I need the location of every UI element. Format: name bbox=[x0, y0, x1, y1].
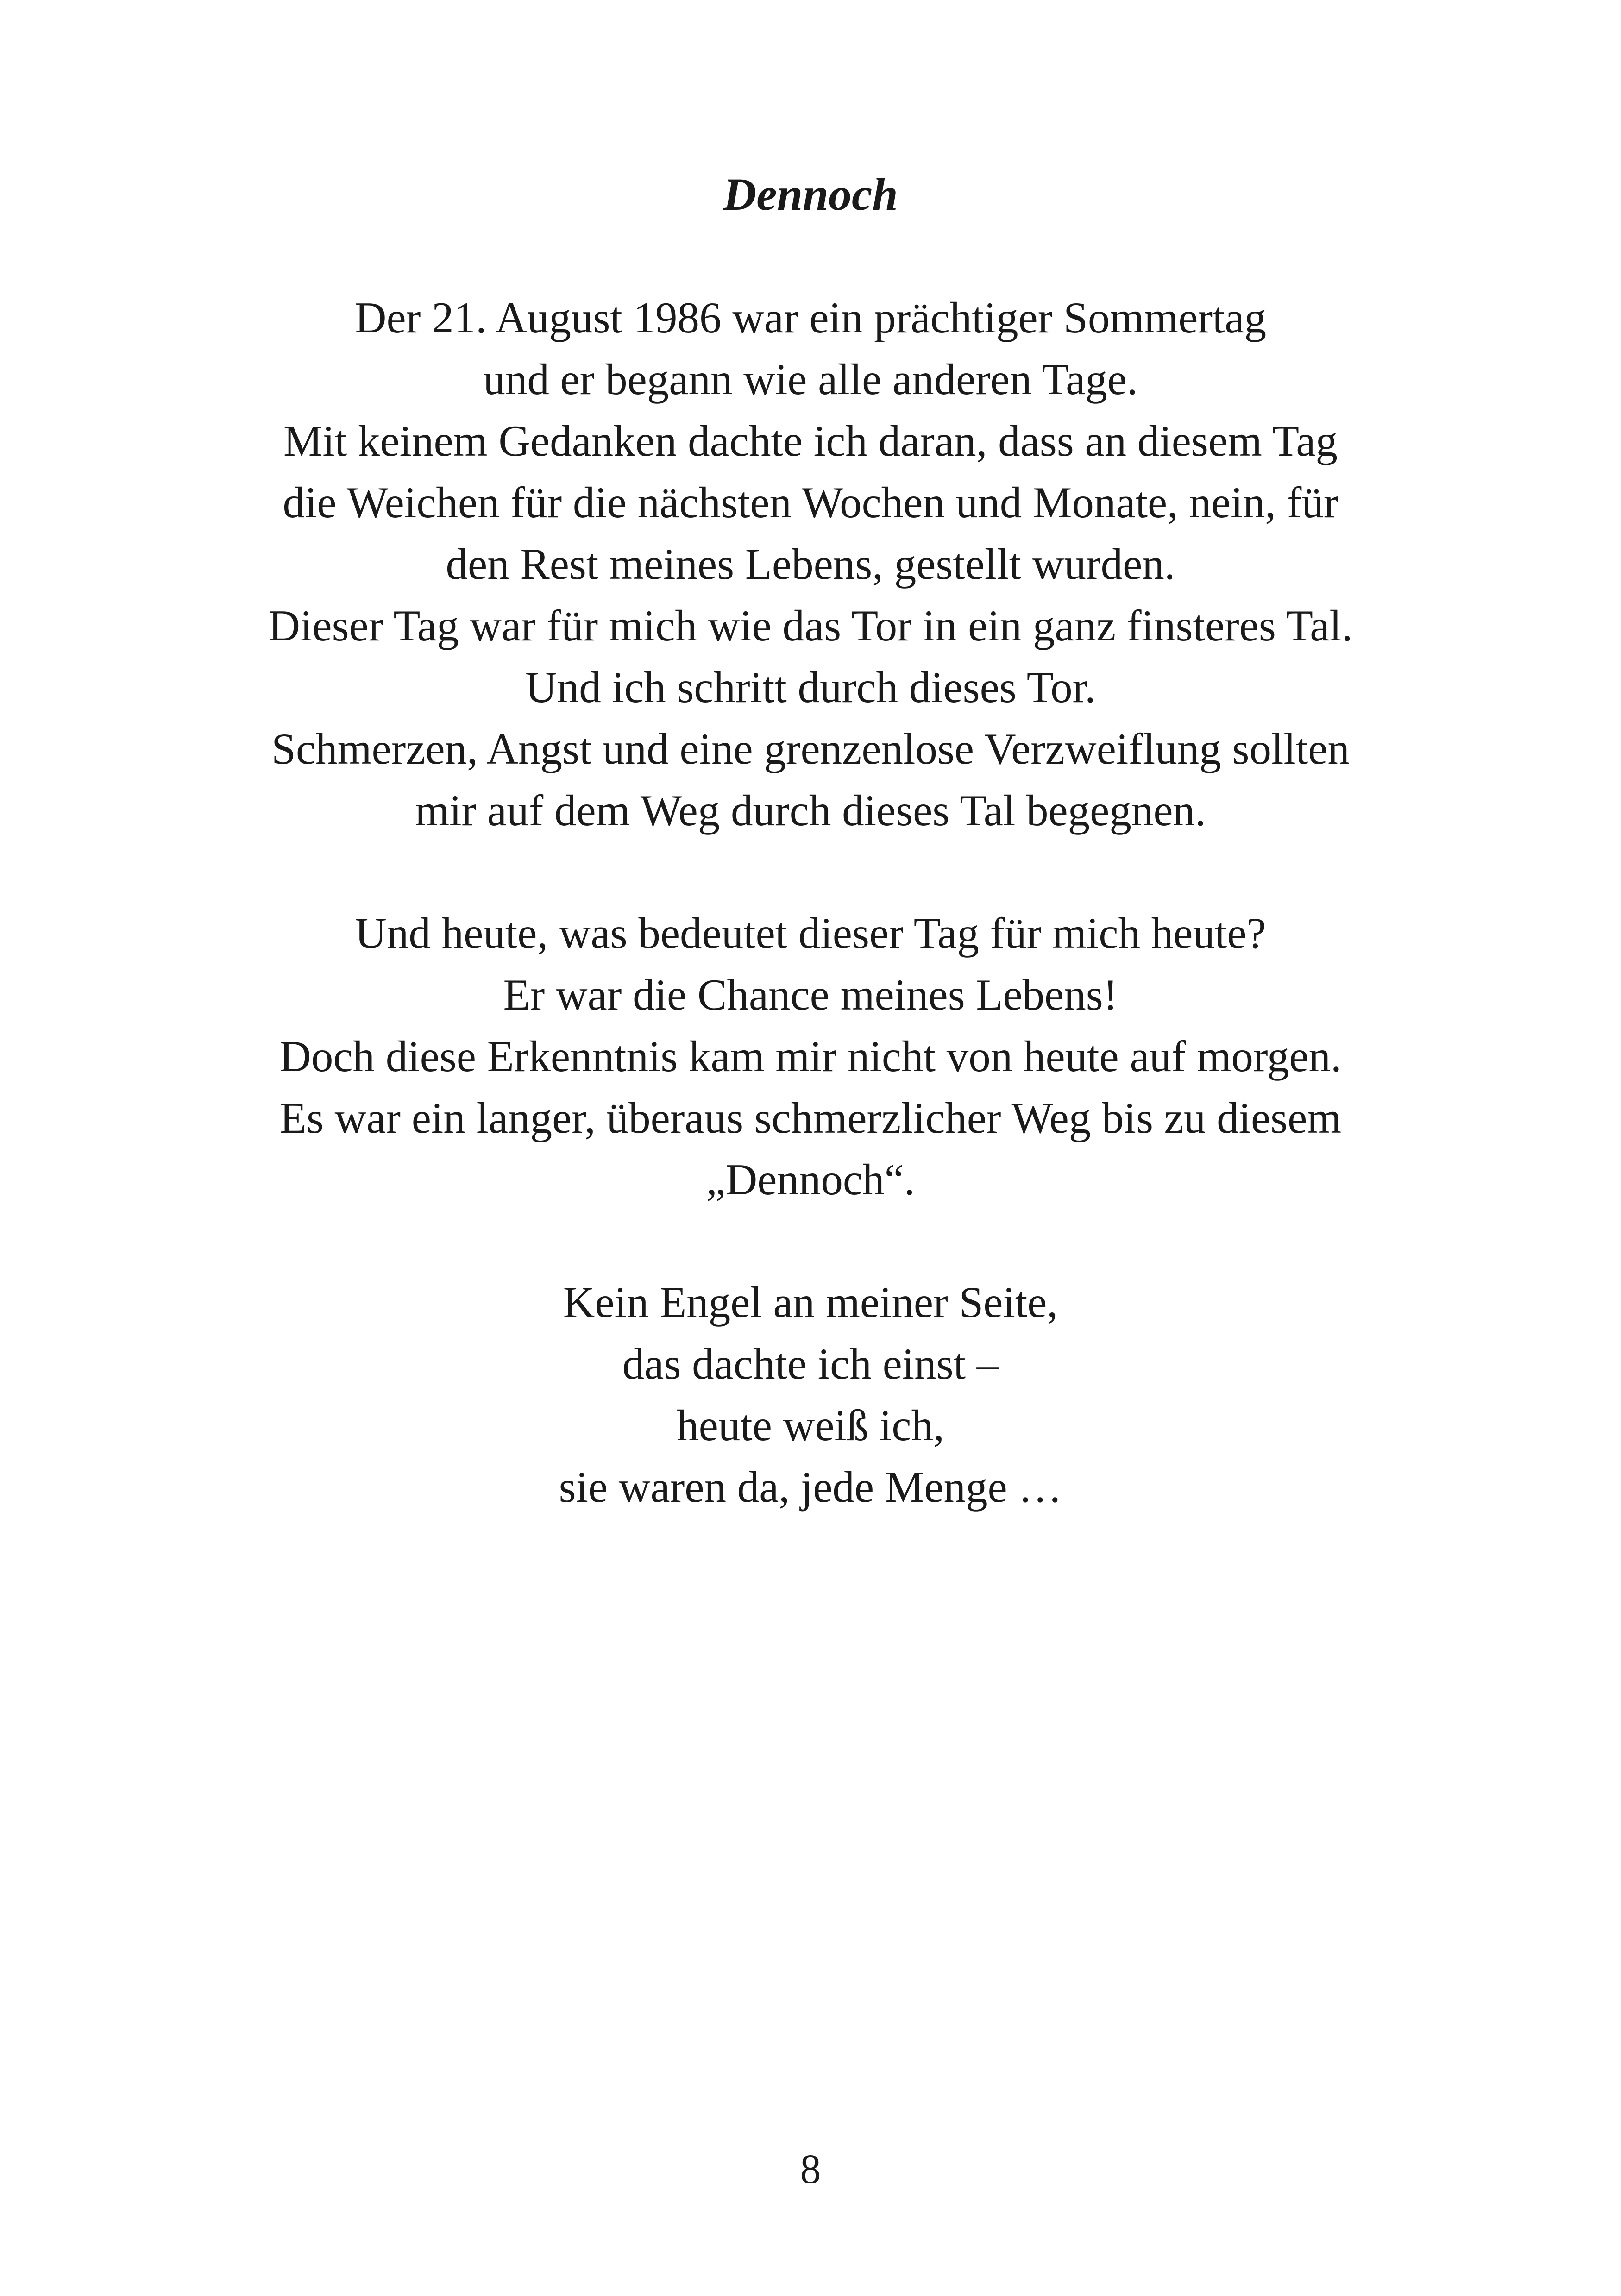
text-line: Schmerzen, Angst und eine grenzenlose Verzweiflung sollten bbox=[271, 724, 1350, 773]
text-line: Kein Engel an meiner Seite, bbox=[563, 1278, 1058, 1327]
text-line: die Weichen für die nächsten Wochen und Monate, nein, für bbox=[283, 478, 1338, 527]
text-line: Doch diese Erkenntnis kam mir nicht von heute auf morgen. bbox=[279, 1032, 1342, 1081]
page-number: 8 bbox=[800, 2146, 821, 2192]
text-line: Es war ein langer, überaus schmerzlicher Weg bis zu diesem bbox=[279, 1093, 1342, 1142]
text-line: heute weiß ich, bbox=[677, 1401, 944, 1450]
stanza-2 bbox=[0, 903, 1621, 1211]
stanza-1 bbox=[0, 287, 1621, 841]
text-line: und er begann wie alle anderen Tage. bbox=[483, 355, 1138, 404]
text-line: sie waren da, jede Menge … bbox=[559, 1462, 1062, 1512]
text-line: den Rest meines Lebens, gestellt wurden. bbox=[446, 539, 1175, 589]
text-line: Er war die Chance meines Lebens! bbox=[503, 970, 1118, 1019]
poem-body bbox=[0, 287, 1621, 1518]
text-line: das dachte ich einst – bbox=[622, 1339, 999, 1388]
text-line: „Dennoch“. bbox=[706, 1155, 915, 1204]
text-line: mir auf dem Weg durch dieses Tal begegnen. bbox=[415, 786, 1206, 835]
text-line: Dieser Tag war für mich wie das Tor in ein ganz finsteres Tal. bbox=[268, 601, 1353, 650]
page-title: Dennoch bbox=[723, 169, 898, 220]
text-line: Der 21. August 1986 war ein prächtiger Sommertag bbox=[354, 293, 1267, 342]
text-line: Und heute, was bedeutet dieser Tag für mich heute? bbox=[355, 909, 1266, 958]
stanza-3 bbox=[0, 1272, 1621, 1518]
text-line: Mit keinem Gedanken dachte ich daran, dass an diesem Tag bbox=[283, 416, 1338, 465]
text-line: Und ich schritt durch dieses Tor. bbox=[525, 663, 1096, 712]
